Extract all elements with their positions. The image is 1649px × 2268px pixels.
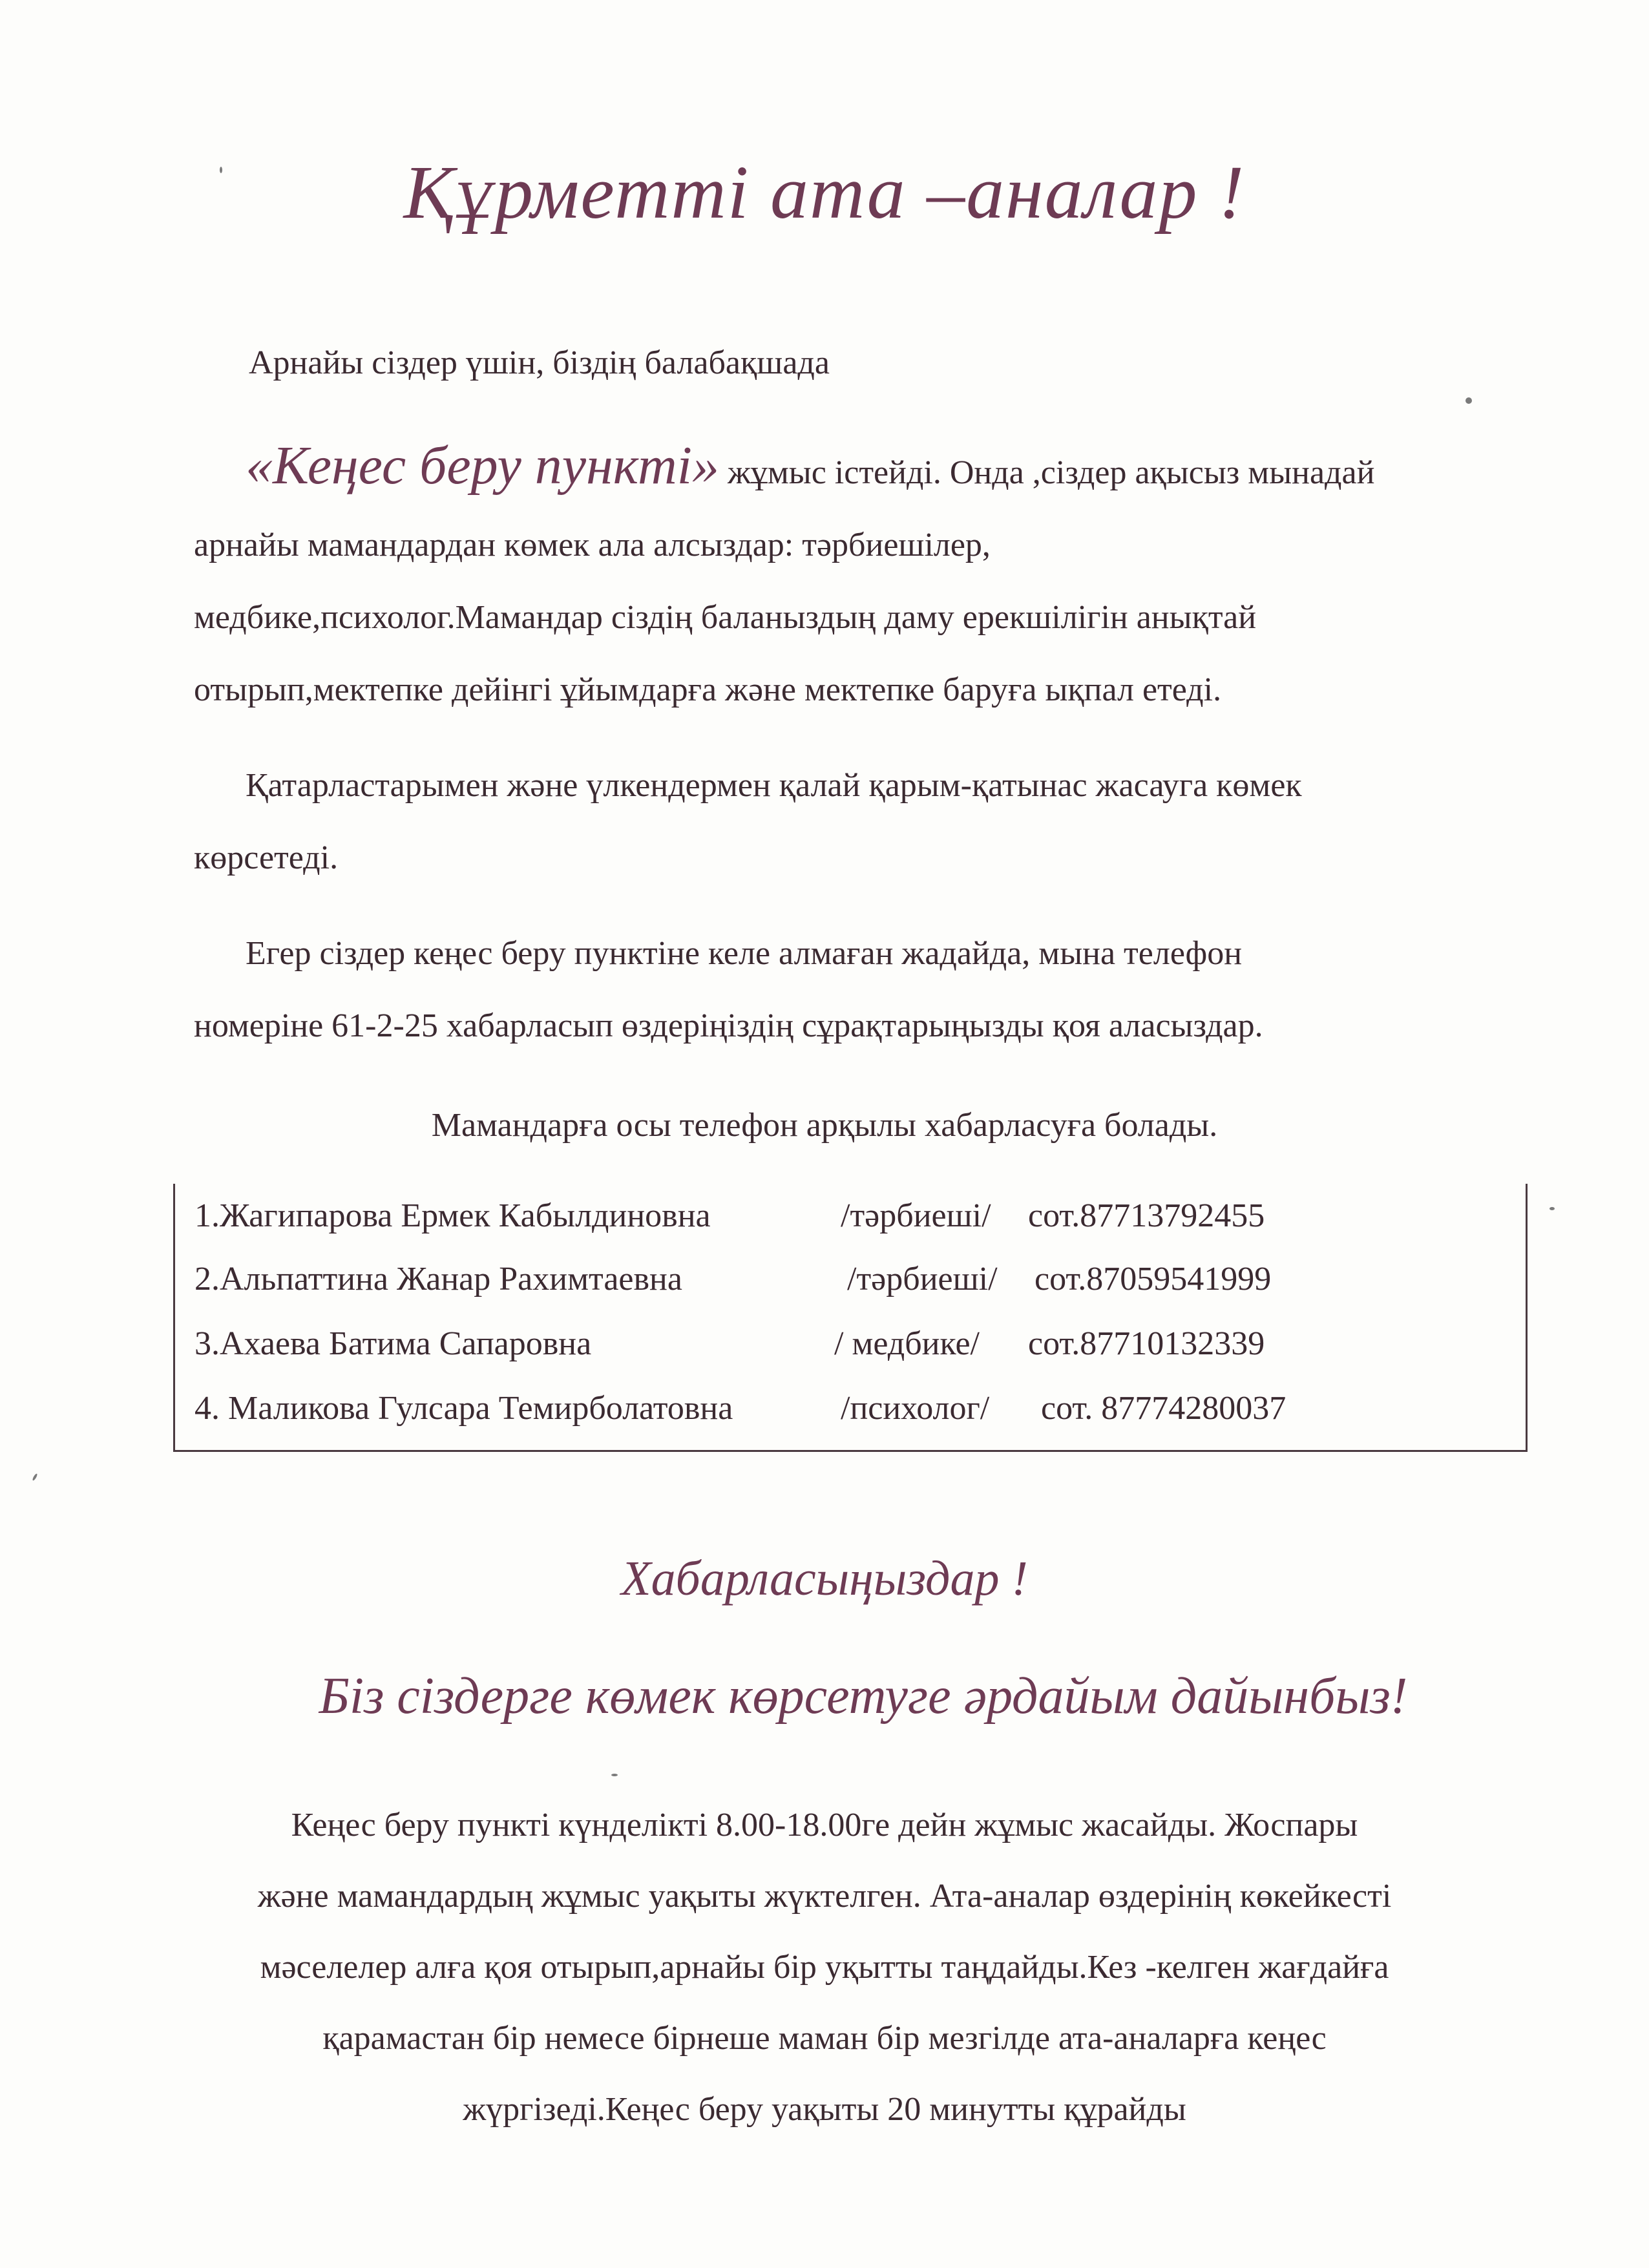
consultation-first-line xyxy=(194,430,1499,509)
contact-name: 4. Маликова Гулсара Темирболатовна xyxy=(194,1390,733,1427)
scan-speck xyxy=(1549,1207,1555,1210)
hours-paragraph xyxy=(0,1790,1649,2145)
page-title: Құрметті ата –аналар ! xyxy=(403,150,1246,235)
call-us-heading: Хабарласыңыздар ! xyxy=(621,1551,1028,1606)
hours-line-3: мәселелер алға қоя отырып,арнайы бір уқытты таңдайды.Кез -келген жағдайға xyxy=(260,1949,1389,1986)
contact-phone: сот.87713792455 xyxy=(1028,1197,1265,1234)
peers-paragraph xyxy=(194,750,1525,894)
contact-phone: сот.87059541999 xyxy=(1035,1261,1272,1297)
hours-line-1: Кеңес беру пункті күнделікті 8.00-18.00ге дейн жұмыс жасайды. Жоспары xyxy=(291,1807,1358,1843)
peers-line-1: Қатарластарымен және үлкендермен қалай қарым-қатынас жасауга көмек xyxy=(246,767,1302,804)
contact-name: 1.Жагипарова Ермек Кабылдиновна xyxy=(194,1197,711,1234)
contact-role: /тәрбиеші/ xyxy=(847,1261,998,1297)
hours-line-2: және мамандардың жұмыс уақыты жүктелген. Ата-аналар өздерінің көкейкесті xyxy=(257,1878,1392,1915)
contact-role: / медбике/ xyxy=(834,1325,980,1362)
phone-line-2: номеріне 61-2-25 хабарласып өздеріңіздің сұрақтарыңызды қоя аласыздар. xyxy=(194,1007,1263,1044)
phone-line-1: Егер сіздер кеңес беру пунктіне келе алмаған жадайда, мына телефон xyxy=(246,935,1243,972)
contacts-list xyxy=(173,1184,1528,1452)
consultation-line-2: арнайы мамандардан көмек ала алсыздар: тәрбиешілер, xyxy=(194,527,991,563)
scan-speck xyxy=(220,167,222,173)
peers-line-2: көрсетеді. xyxy=(194,839,339,876)
contact-phone: сот.87710132339 xyxy=(1028,1325,1265,1362)
consultation-point-name: «Кеңес беру пункті» xyxy=(246,436,719,496)
consultation-line-3: медбике,психолог.Мамандар сіздің баланыздың даму ерекшілігін анықтай xyxy=(194,599,1257,636)
consultation-line-4: отырып,мектепке дейінгі ұйымдарға және мектепке баруға ықпал етеді. xyxy=(194,671,1222,708)
scan-speck xyxy=(1465,397,1472,404)
hours-line-4: қарамастан бір немесе бірнеше маман бір мезгілде ата-аналарға кеңес xyxy=(322,2020,1327,2057)
contacts-heading: Мамандарға осы телефон арқылы хабарласуға болады. xyxy=(431,1107,1218,1144)
contact-name: 3.Ахаева Батима Сапаровна xyxy=(194,1325,592,1362)
hours-line-5: жүргізеді.Кеңес беру уақыты 20 минутты құрайды xyxy=(463,2091,1186,2128)
scan-speck xyxy=(611,1774,618,1776)
scan-speck xyxy=(32,1473,37,1481)
contact-name: 2.Альпаттина Жанар Рахимтаевна xyxy=(194,1261,682,1297)
intro-text: Арнайы сіздер үшін, біздің балабақшада xyxy=(249,344,830,381)
phone-paragraph xyxy=(194,918,1525,1062)
contact-phone: сот. 87774280037 xyxy=(1041,1390,1287,1427)
consultation-paragraph xyxy=(194,430,1499,726)
contact-role: /тәрбиеші/ xyxy=(841,1197,991,1234)
ready-to-help-heading: Біз сіздерге көмек көрсетуге әрдайым дайынбыз! xyxy=(319,1668,1408,1725)
consultation-line-1: жұмыс істейді. Онда ,сіздер ақысыз мынадай xyxy=(719,454,1375,491)
contact-role: /психолог/ xyxy=(841,1390,990,1427)
